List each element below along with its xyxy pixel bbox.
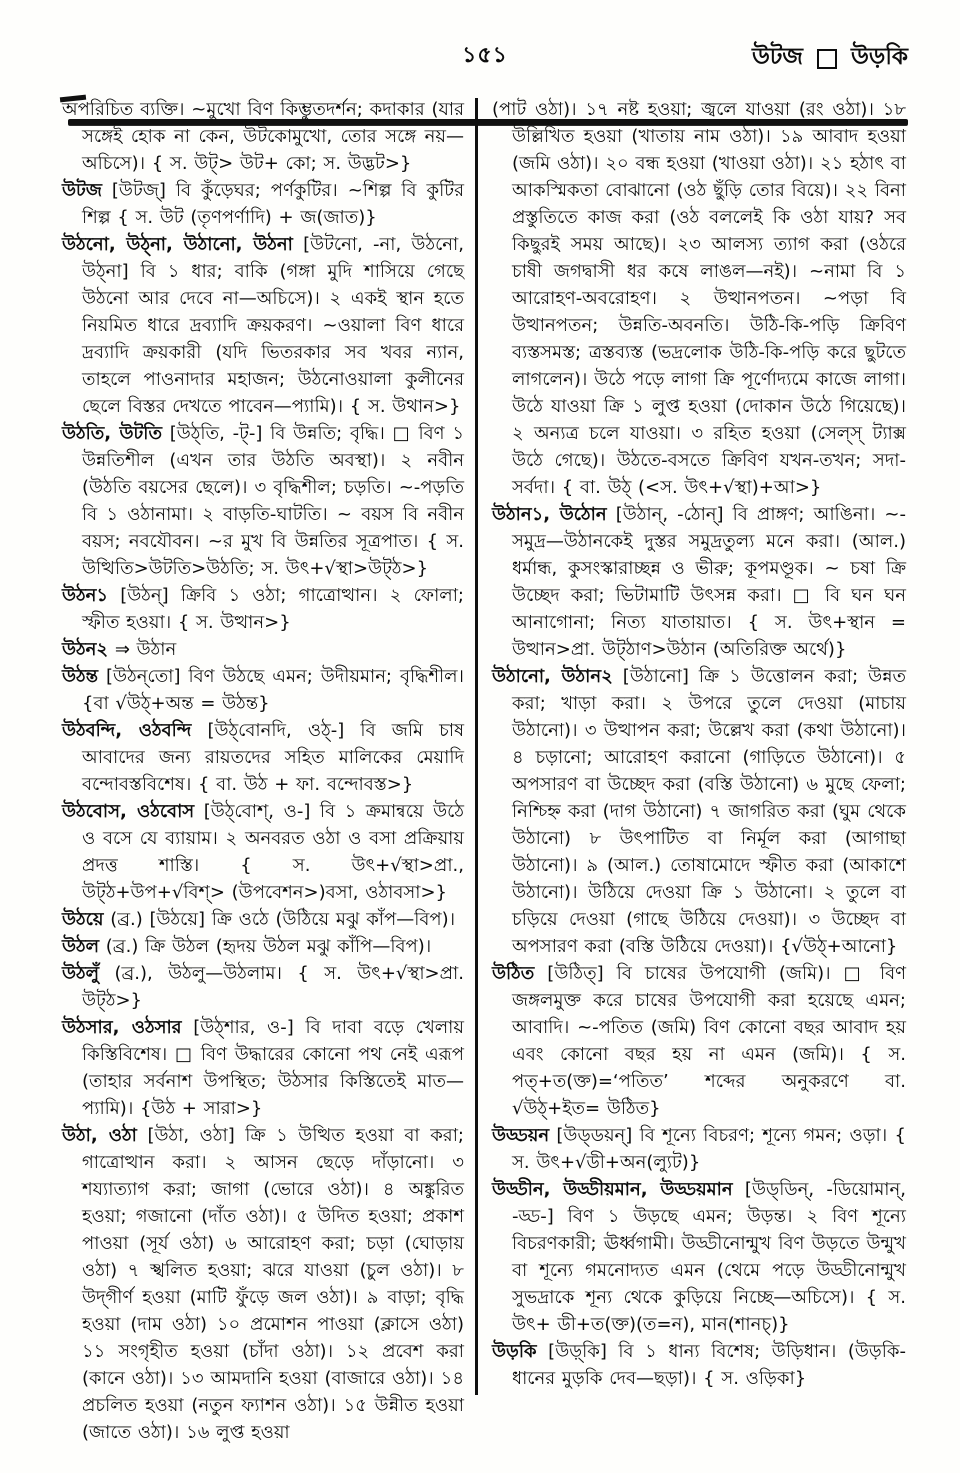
dictionary-entry (62, 1122, 464, 1446)
entry-body: অপরিচিত ব্যক্তি। ~মুখো বিণ কিম্ভুতদর্শন; কদাকার (যার সঙ্গেই হোক না কেন, উটকোমুখো, তোর সঙ্গে নয়—অচিসে)। { স. উট্‌> উট+ কো; স. উদ্ভট>} (62, 99, 464, 174)
entry-headword: উঠবোস, ওঠবোস (62, 801, 195, 822)
entry-headword: উঠানো, উঠান২ (492, 666, 613, 687)
guide-word-first: উটজ (751, 44, 803, 70)
dictionary-entry (492, 1338, 906, 1392)
entry-headword: উড়কি (492, 1341, 537, 1362)
entry-body: [উঠ্‌শার, ও-] বি দাবা বড়ে খেলায় কিস্তিবিশেষ। □ বিণ উদ্ধারের কোনো পথ নেই এরূপ (তাহার সর্বনাশ উপস্থিত; উঠসার কিস্তিতেই মাত—প্যামি)। {উঠ + সারা>} (82, 1017, 464, 1119)
entry-body: [উঠান্‌, -ঠোন্‌] বি প্রাঙ্গণ; আঙিনা। ~-সমুদ্র—উঠানকেই দুস্তর সমুদ্রতুল্য মনে করা। (আল.) ধর্মান্ধ, কুসংস্কারাচ্ছন্ন ও ভীরু; কূপমণ্ডূক। ~ চষা ক্রি উচ্ছেদ করা; ভিটামাটি উৎসন্ন করা। □ বি ঘন ঘন আনাগোনা; নিত্য যাতায়াত। { স. উৎ+স্থান = উত্থান>প্রা. উট্‌ঠাণ>উঠান (অতিরিক্ত অর্থে)} (512, 504, 906, 660)
entry-headword: উটজ (62, 180, 102, 201)
square-separator-icon (817, 49, 837, 69)
entry-body: [উড্‌ডয়ন্‌] বি শূন্যে বিচরণ; শূন্যে গমন; ওড়া। { স. উৎ+√ডী+অন(ল্যুট)} (512, 1125, 906, 1173)
dictionary-entry (62, 177, 464, 231)
entry-body: [উড়্‌কি] বি ১ ধান্য বিশেষ; উড়িধান। (উড়কি-ধানের মুড়কি দেব—ছড়া)। { স. ওড়িকা} (512, 1341, 906, 1389)
entry-body: [উড্‌ডিন্‌, -ডিয়োমান্‌, -ড্ড-] বিণ ১ উড়ছে এমন; উড়ন্ত। ২ বিণ শূন্যে বিচরণকারী; ঊর্ধ্বগামী। উড্ডীনোন্মুখ বিণ উড়তে উন্মুখ বা শূন্যে গমনোদ্যত এমন (থেমে পড়ে উড্ডীনোন্মুখ সুভদ্রাকে শূন্য থেকে কুড়িয়ে নিচ্ছে—অচিসে)। { স. উৎ+ ডী+ত(ক্ত)(ত=ন), মান(শানচ্‌)} (512, 1179, 906, 1335)
entry-headword: উঠয়ে (62, 909, 104, 930)
entry-headword: উড্ডয়ন (492, 1125, 550, 1146)
dictionary-entry (492, 96, 906, 501)
entry-headword: উঠন১ (62, 585, 109, 606)
guide-word-last: উড়কি (850, 44, 908, 70)
entry-body: [উঠিত্‌] বি চাষের উপযোগী (জমি)। □ বিণ জঙ্গলমুক্ত করে চাষের উপযোগী করা হয়েছে এমন; আবাদি। ~-পতিত (জমি) বিণ কোনো বছর আবাদ হয় এবং কোনো বছর হয় না এমন (জমি)। { স. পত্‌+ত(ক্ত)=‘পতিত’ শব্দের অনুকরণে বা. √উঠ্‌+ইত= উঠিত} (512, 963, 906, 1119)
running-head (62, 38, 908, 78)
entry-headword: উঠন্ত (62, 666, 99, 687)
dictionary-entry (62, 231, 464, 420)
entry-headword: উঠনো, উঠ্‌না, উঠানো, উঠনা (62, 234, 293, 255)
entry-body: (ব্র.) ক্রি উঠল (হৃদয় উঠল মঝু কাঁপি—বিপ)। (99, 936, 432, 957)
column-left (62, 96, 464, 1446)
guide-words (752, 38, 908, 77)
dictionary-entry (62, 1014, 464, 1122)
entry-headword: উঠতি, উটতি (62, 423, 162, 444)
entry-headword: উড্ডীন, উড্ডীয়মান, উড্ডয়মান (492, 1179, 733, 1200)
dictionary-entry (62, 636, 464, 663)
dictionary-entry (492, 663, 906, 960)
dictionary-entry (62, 798, 464, 906)
dictionary-entry (62, 420, 464, 582)
entry-headword: উঠসার, ওঠসার (62, 1017, 182, 1038)
entry-headword: উঠলুঁ (62, 963, 100, 984)
column-right (492, 96, 906, 1392)
dictionary-entry (492, 1176, 906, 1338)
entry-body: [উঠন্‌তো] বিণ উঠছে এমন; উদীয়মান; বৃদ্ধিশীল। {বা √উঠ্‌+অন্ত = উঠন্ত} (82, 666, 464, 714)
dictionary-entry (62, 96, 464, 177)
entry-headword: উঠবন্দি, ওঠবন্দি (62, 720, 192, 741)
dictionary-entry (62, 933, 464, 960)
dictionary-entry (62, 582, 464, 636)
page-number: ১৫১ (462, 43, 508, 68)
entry-body: [উঠ্‌বোনদি, ওঠ্‌-] বি জমি চাষ আবাদের জন্য রায়তদের সহিত মালিকের মেয়াদি বন্দোবস্তবিশেষ। { বা. উঠ + ফা. বন্দোবস্ত>} (82, 720, 465, 795)
dictionary-entry (492, 1122, 906, 1176)
entry-headword: উঠান১, উঠোন (492, 504, 607, 525)
dictionary-entry (62, 906, 464, 933)
entry-body: [উঠ্‌তি, -ট্‌-] বি উন্নতি; বৃদ্ধি। □ বিণ ১ উন্নতিশীল (এখন তার উঠতি অবস্থা)। ২ নবীন (উঠতি বয়সের ছেলে)। ৩ বৃদ্ধিশীল; চড়তি। ~-পড়তি বি ১ ওঠানামা। ২ বাড়তি-ঘাটতি। ~ বয়স বি নবীন বয়স; নবযৌবন। ~র মুখ বি উন্নতির সূত্রপাত। { স. উত্থিতি>উটতি>উঠতি; স. উৎ+√স্থা>উট্‌ঠ>} (82, 423, 464, 579)
entry-body: [উঠন্‌] ক্রিবি ১ ওঠা; গাত্রোত্থান। ২ ফোলা; স্ফীত হওয়া। { স. উত্থান>} (82, 585, 464, 633)
dictionary-entry (62, 960, 464, 1014)
entry-headword: উঠিত (492, 963, 535, 984)
dictionary-entry (62, 717, 464, 798)
entry-body: [উটনো, -না, উঠনো, উঠ্‌না] বি ১ ধার; বাকি (গঙ্গা মুদি শাসিয়ে গেছে উঠনো আর দেবে না—অচিসে)। ২ একই স্থান হতে নিয়মিত ধারে দ্রব্যাদি ক্রয়করণ। ~ওয়ালা বিণ ধারে দ্রব্যাদি ক্রয়কারী (যদি ভিতরকার সব খবর ন্যান, তাহলে পাওনাদার মহাজন; উঠনোওয়ালা কুলীনের ছেলে বিস্তর দেখতে পাবেন—প্যামি)। { স. উথান>} (82, 234, 464, 417)
entry-headword: উঠা, ওঠা (62, 1125, 137, 1146)
entry-body: [উঠানো] ক্রি ১ উত্তোলন করা; উন্নত করা; খাড়া করা। ২ উপরে তুলে দেওয়া (মাচায় উঠানো)। ৩ উত্থাপন করা; উল্লেখ করা (কথা উঠানো)। ৪ চড়ানো; আরোহণ করানো (গাড়িতে উঠানো)। ৫ অপসারণ বা উচ্ছেদ করা (বস্তি উঠানো) ৬ মুছে ফেলা; নিশ্চিহ্ন করা (দাগ উঠানো) ৭ জাগরিত করা (ঘুম থেকে উঠানো) ৮ উৎপাটিত বা নির্মূল করা (আগাছা উঠানো)। ৯ (আল.) তোষামোদে স্ফীত করা (আকাশে উঠানো)। উঠিয়ে দেওয়া ক্রি ১ উঠানো। ২ তুলে বা চড়িয়ে দেওয়া (গাছে উঠিয়ে দেওয়া)। ৩ উচ্ছেদ বা অপসারণ করা (বস্তি উঠিয়ে দেওয়া)। {√উঠ্‌+আনো} (512, 666, 906, 957)
dictionary-entry (62, 663, 464, 717)
dictionary-entry (492, 960, 906, 1122)
entry-body: [উঠা, ওঠা] ক্রি ১ উত্থিত হওয়া বা করা; গাত্রোত্থান করা। ২ আসন ছেড়ে দাঁড়ানো। ৩ শয্যাত্যাগ করা; জাগা (ভোরে ওঠা)। ৪ অঙ্কুরিত হওয়া; গজানো (দাঁত ওঠা)। ৫ উদিত হওয়া; প্রকাশ পাওয়া (সূর্য ওঠা) ৬ আরোহণ করা; চড়া (ঘোড়ায় ওঠা) ৭ স্খলিত হওয়া; ঝরে যাওয়া (চুল ওঠা)। ৮ উদ্‌গীর্ণ হওয়া (মাটি ফুঁড়ে জল ওঠা)। ৯ বাড়া; বৃদ্ধি হওয়া (দাম ওঠা) ১০ প্রমোশন পাওয়া (ক্লাসে ওঠা) ১১ সংগৃহীত হওয়া (চাঁদা ওঠা)। ১২ প্রবেশ করা (কানে ওঠা)। ১৩ আমদানি হওয়া (বাজারে ওঠা)। ১৪ প্রচলিত হওয়া (নতুন ফ্যাশন ওঠা)। ১৫ উন্নীত হওয়া (জাতে ওঠা)। ১৬ লুপ্ত হওয়া (82, 1125, 464, 1443)
entry-body: (ব্র.), উঠলু—উঠলাম। { স. উৎ+√স্থা>প্রা. উট্‌ঠ>} (82, 963, 464, 1011)
dictionary-entry (492, 501, 906, 663)
entry-body: (ব্র.) [উঠয়ে] ক্রি ওঠে (উঠিয়ে মঝু কাঁপ—বিপ)। (103, 909, 456, 930)
entry-headword: উঠল (62, 936, 100, 957)
entry-body: ⇒ উঠান (108, 639, 177, 660)
entry-body: (পাট ওঠা)। ১৭ নষ্ট হওয়া; জ্বলে যাওয়া (রং ওঠা)। ১৮ উল্লিখিত হওয়া (খাতায় নাম ওঠা)। ১৯ আবাদ হওয়া (জমি ওঠা)। ২০ বন্ধ হওয়া (খাওয়া ওঠা)। ২১ হঠাৎ বা আকস্মিকতা বোঝানো (ওঠ ছুঁড়ি তোর বিয়ে)। ২২ বিনা প্রস্তুতিতে কাজ করা (ওঠ বললেই কি ওঠা যায়? সব কিছুরই সময় আছে)। ২৩ আলস্য ত্যাগ করা (ওঠরে চাষী জগদ্বাসী ধর কষে লাঙল—নই)। ~নামা বি ১ আরোহণ-অবরোহণ। ২ উত্থানপতন। ~পড়া বি উত্থানপতন; উন্নতি-অবনতি। উঠি-কি-পড়ি ক্রিবিণ ব্যস্তসমস্ত; ত্রস্তব্যস্ত (ভদ্রলোক উঠি-কি-পড়ি করে ছুটতে লাগলেন)। উঠে পড়ে লাগা ক্রি পূর্ণোদ্যমে কাজে লাগা। উঠে যাওয়া ক্রি ১ লুপ্ত হওয়া (দোকান উঠে গিয়েছে)। ২ অন্যত্র চলে যাওয়া। ৩ রহিত হওয়া (সেল্‌স্‌ ট্যাক্স উঠে গেছে)। উঠতে-বসতে ক্রিবিণ যখন-তখন; সদা-সর্বদা। { বা. উঠ্‌ (<স. উৎ+√স্থা)+আ>} (492, 99, 906, 498)
column-divider (475, 98, 478, 1395)
entry-headword: উঠন২ (62, 639, 109, 660)
entry-body: [উঠ্‌বোশ্‌, ও-] বি ১ ক্রমান্বয়ে উঠে ও বসে যে ব্যায়াম। ২ অনবরত ওঠা ও বসা প্রক্রিয়ায় প্রদত্ত শাস্তি। { স. উৎ+√স্থা>প্রা., উট্‌ঠ+উপ+√বিশ্‌> (উপবেশন>)বসা, ওঠাবসা>} (82, 801, 464, 903)
entry-body: [উটজ্‌] বি কুঁড়েঘর; পর্ণকুটির। ~শিল্প বি কুটির শিল্প { স. উট (তৃণপর্ণাদি) + জ(জাত)} (82, 180, 464, 228)
